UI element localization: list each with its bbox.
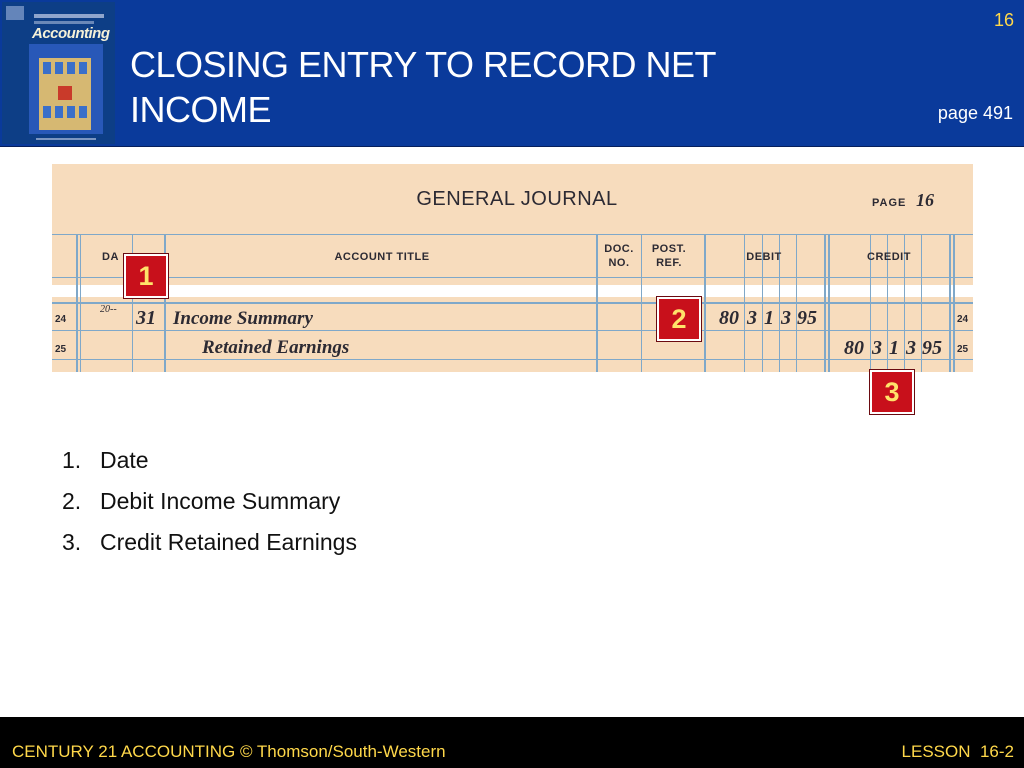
column-header-date: DA [102, 251, 119, 263]
textbook-cover-image [2, 2, 115, 144]
step-text: Credit Retained Earnings [100, 529, 357, 555]
slide-number: 16 [993, 10, 1014, 30]
callout-marker-2: 2 [657, 297, 701, 341]
credit-amount-digit: 1 [889, 337, 899, 359]
column-header-post-ref: POST. REF. [651, 243, 687, 269]
debit-amount-digit: 3 [781, 307, 791, 329]
line-number: 24 [55, 314, 67, 325]
debit-amount-main: 80 [719, 307, 739, 329]
page-reference: page 491 [937, 103, 1013, 123]
slide-footer [0, 717, 1024, 768]
credit-amount-cents: 95 [922, 337, 942, 359]
slide-header [0, 0, 1024, 147]
entry-year: 20-- [100, 304, 117, 315]
slide-title: CLOSING ENTRY TO RECORD NET INCOME [130, 44, 716, 130]
callout-marker-3: 3 [870, 370, 914, 414]
callout-marker-1: 1 [124, 254, 168, 298]
column-header-doc-no: DOC. NO. [604, 243, 634, 269]
journal-page-number: 16 [916, 190, 934, 210]
column-header-debit: DEBIT [746, 251, 782, 263]
line-number: 24 [957, 314, 969, 325]
footer-copyright: CENTURY 21 ACCOUNTING © Thomson/South-Western [12, 742, 446, 761]
list-item [62, 481, 357, 522]
footer-lesson: LESSON 16-2 [901, 742, 1014, 761]
step-number: 1. [62, 447, 82, 473]
journal-title: GENERAL JOURNAL [416, 188, 618, 210]
list-item [62, 440, 357, 481]
general-journal [52, 164, 973, 372]
debit-amount-cents: 95 [797, 307, 817, 329]
step-text: Date [100, 447, 149, 473]
publisher-badge [6, 6, 24, 20]
entry-day: 31 [136, 307, 156, 329]
entry-account-title: Retained Earnings [202, 337, 350, 358]
entry-account-title: Income Summary [173, 308, 313, 329]
step-text: Debit Income Summary [100, 488, 341, 514]
journal-page-label: PAGE [872, 197, 907, 209]
column-header-credit: CREDIT [867, 251, 911, 263]
line-number: 25 [957, 344, 969, 355]
debit-amount-digit: 3 [747, 307, 757, 329]
list-item [62, 522, 357, 563]
credit-amount-digit: 3 [872, 337, 882, 359]
credit-amount-main: 80 [844, 337, 864, 359]
line-number: 25 [55, 344, 67, 355]
cover-title: Accounting [32, 25, 110, 42]
steps-list [62, 440, 357, 563]
step-number: 2. [62, 488, 82, 514]
debit-amount-digit: 1 [764, 307, 774, 329]
credit-amount-digit: 3 [906, 337, 916, 359]
step-number: 3. [62, 529, 82, 555]
column-header-account-title: ACCOUNT TITLE [334, 251, 430, 263]
